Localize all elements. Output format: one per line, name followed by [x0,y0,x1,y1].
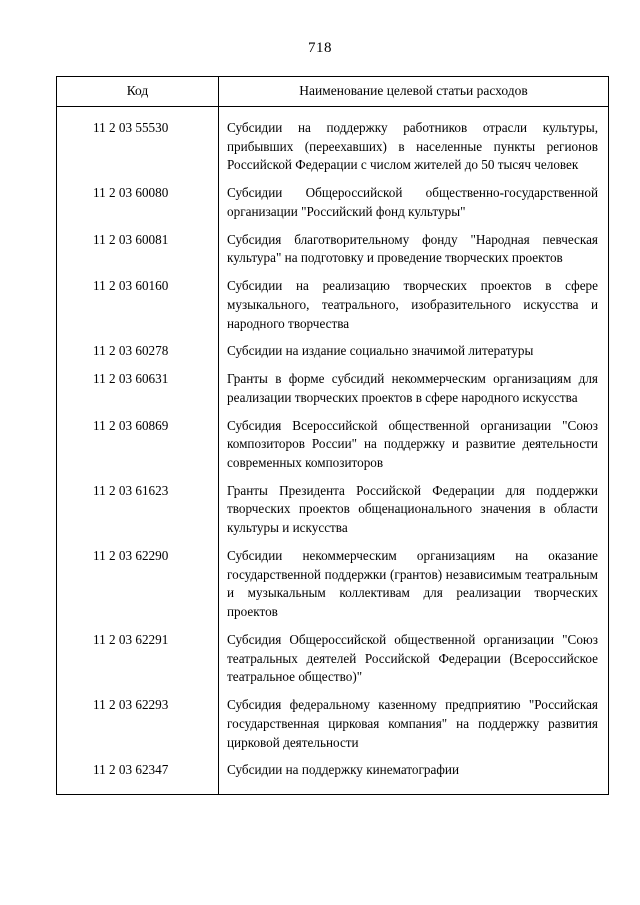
cell-name: Субсидии на издание социально значимой литературы [219,342,609,370]
cell-code: 11 2 03 61623 [57,482,219,547]
expense-items-table [56,76,609,795]
cell-name: Субсидии Общероссийской общественно-государственной организации "Российский фонд культуры" [219,184,609,230]
cell-code: 11 2 03 60631 [57,370,219,416]
cell-code: 11 2 03 62347 [57,761,219,794]
table-header [57,77,609,107]
cell-code: 11 2 03 55530 [57,107,219,185]
table-row [57,370,609,416]
table-row [57,277,609,342]
cell-code: 11 2 03 62290 [57,547,219,631]
table-header-row [57,77,609,107]
cell-name: Субсидия Всероссийской общественной организации "Союз композиторов России" на поддержку и развитие деятельности современных композиторов [219,417,609,482]
cell-code: 11 2 03 60160 [57,277,219,342]
cell-code: 11 2 03 60869 [57,417,219,482]
cell-code: 11 2 03 60278 [57,342,219,370]
cell-name: Субсидия Общероссийской общественной организации "Союз театральных деятелей Российской Федерации (Всероссийское театральное общество)" [219,631,609,696]
table-row [57,547,609,631]
cell-code: 11 2 03 62293 [57,696,219,761]
column-header-code: Код [57,77,219,107]
table-row [57,342,609,370]
cell-name: Субсидия благотворительному фонду "Народная певческая культура" на подготовку и проведение творческих проектов [219,231,609,277]
table-row [57,761,609,794]
cell-name: Субсидии на реализацию творческих проектов в сфере музыкального, театрального, изобразительного искусства и народного творчества [219,277,609,342]
cell-name: Гранты в форме субсидий некоммерческим организациям для реализации творческих проектов в сфере народного искусства [219,370,609,416]
column-header-name: Наименование целевой статьи расходов [219,77,609,107]
table-row [57,417,609,482]
page-number: 718 [308,40,332,56]
cell-name: Субсидии на поддержку работников отрасли культуры, прибывших (переехавших) в населенные пункты регионов Российской Федерации с числом жителей до 50 тысяч человек [219,107,609,185]
table-row [57,696,609,761]
table-row [57,184,609,230]
cell-name: Субсидия федеральному казенному предприятию "Российская государственная цирковая компания" на поддержку развития цирковой деятельности [219,696,609,761]
cell-code: 11 2 03 62291 [57,631,219,696]
table-row [57,482,609,547]
cell-code: 11 2 03 60080 [57,184,219,230]
cell-code: 11 2 03 60081 [57,231,219,277]
table-row [57,631,609,696]
cell-name: Гранты Президента Российской Федерации для поддержки творческих проектов общенационального значения в области культуры и искусства [219,482,609,547]
table-body [57,107,609,795]
cell-name: Субсидии некоммерческим организациям на оказание государственной поддержки (грантов) независимым театральным и музыкальным коллективам для реализации творческих проектов [219,547,609,631]
table-row [57,107,609,185]
cell-name: Субсидии на поддержку кинематографии [219,761,609,794]
table-row [57,231,609,277]
